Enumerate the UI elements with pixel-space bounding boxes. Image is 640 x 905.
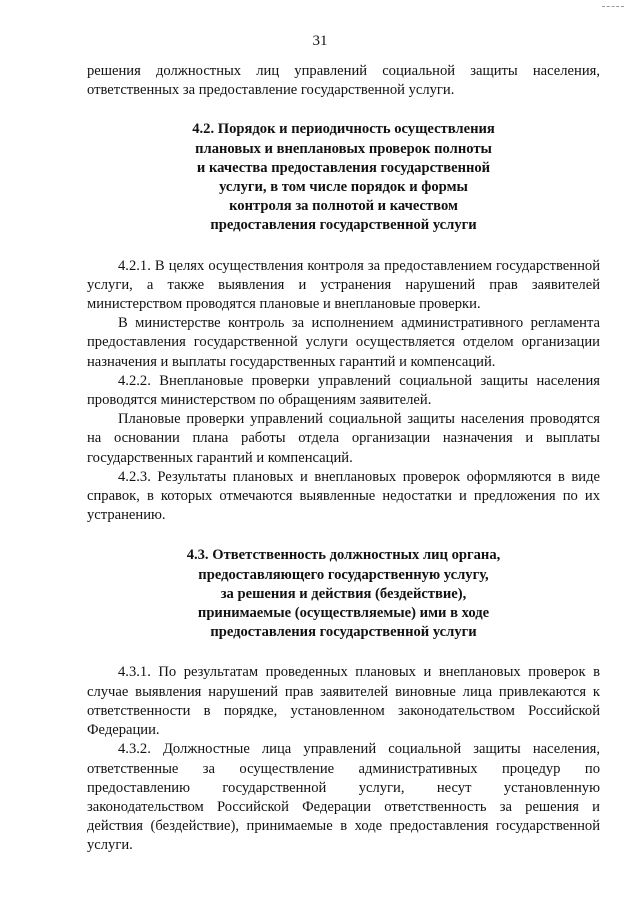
heading-line: предоставления государственной услуги <box>210 217 477 234</box>
document-body <box>87 62 600 856</box>
section-heading-4-3 <box>87 546 600 642</box>
heading-line: принимаемые (осуществляемые) ими в ходе <box>197 605 490 622</box>
paragraph-planned-checks: Плановые проверки управлений социальной защиты населения проводятся на основании плана работы отдела организации назначения и выплаты государственных гарантий и компенсаций. <box>87 411 600 466</box>
heading-line: и качества предоставления государственной <box>196 159 491 176</box>
heading-line: 4.2. Порядок и периодичность осуществления <box>192 121 495 138</box>
heading-line: услуги, в том числе порядок и формы <box>219 179 468 196</box>
heading-line: предоставления государственной услуги <box>210 624 477 641</box>
heading-line: за решения и действия (бездействие), <box>220 585 467 602</box>
heading-line: плановых и внеплановых проверок полноты <box>195 140 492 157</box>
paragraph-ministry-control: В министерстве контроль за исполнением административного регламента предоставления государственной услуги осуществляется отделом организации назначения и выплаты государственных гарантий и компенсаций. <box>87 315 600 370</box>
heading-line: 4.3. Ответственность должностных лиц органа, <box>186 547 501 564</box>
heading-line: контроля за полнотой и качеством <box>229 198 458 215</box>
paragraph-4-2-2: 4.2.2. Внеплановые проверки управлений социальной защиты населения проводятся министерством по обращениям заявителей. <box>87 372 600 409</box>
paragraph-4-3-1: 4.3.1. По результатам проведенных плановых и внеплановых проверок в случае выявления нарушений прав заявителей виновные лица привлекаются к ответственности в порядке, установленном законодательством Российской Федерации. <box>87 664 600 739</box>
paragraph-4-2-1: 4.2.1. В целях осуществления контроля за предоставлением государственной услуги, а также выявления и устранения нарушений прав заявителей министерством проводятся плановые и внеплановые проверки. <box>87 257 600 313</box>
paragraph-4-2-3: 4.2.3. Результаты плановых и внеплановых проверок оформляются в виде справок, в которых отмечаются выявленные недостатки и предложения по их устранению. <box>87 468 600 524</box>
page-number: 31 <box>312 33 328 49</box>
intro-paragraph: решения должностных лиц управлений социальной защиты населения, ответственных за предоставление государственной услуги. <box>87 63 600 99</box>
heading-line: предоставляющего государственную услугу, <box>198 566 489 583</box>
corner-scan-mark <box>602 6 624 7</box>
paragraph-4-3-2: 4.3.2. Должностные лица управлений социальной защиты населения, ответственные за осуществление административных процедур по предоставлению государственной услуги, несут установленную законодательством Российской Федерации ответственность за решения и действия (бездействие), принимаемые в ходе предоставления государственной услуги. <box>87 741 600 854</box>
section-heading-4-2 <box>87 120 600 235</box>
